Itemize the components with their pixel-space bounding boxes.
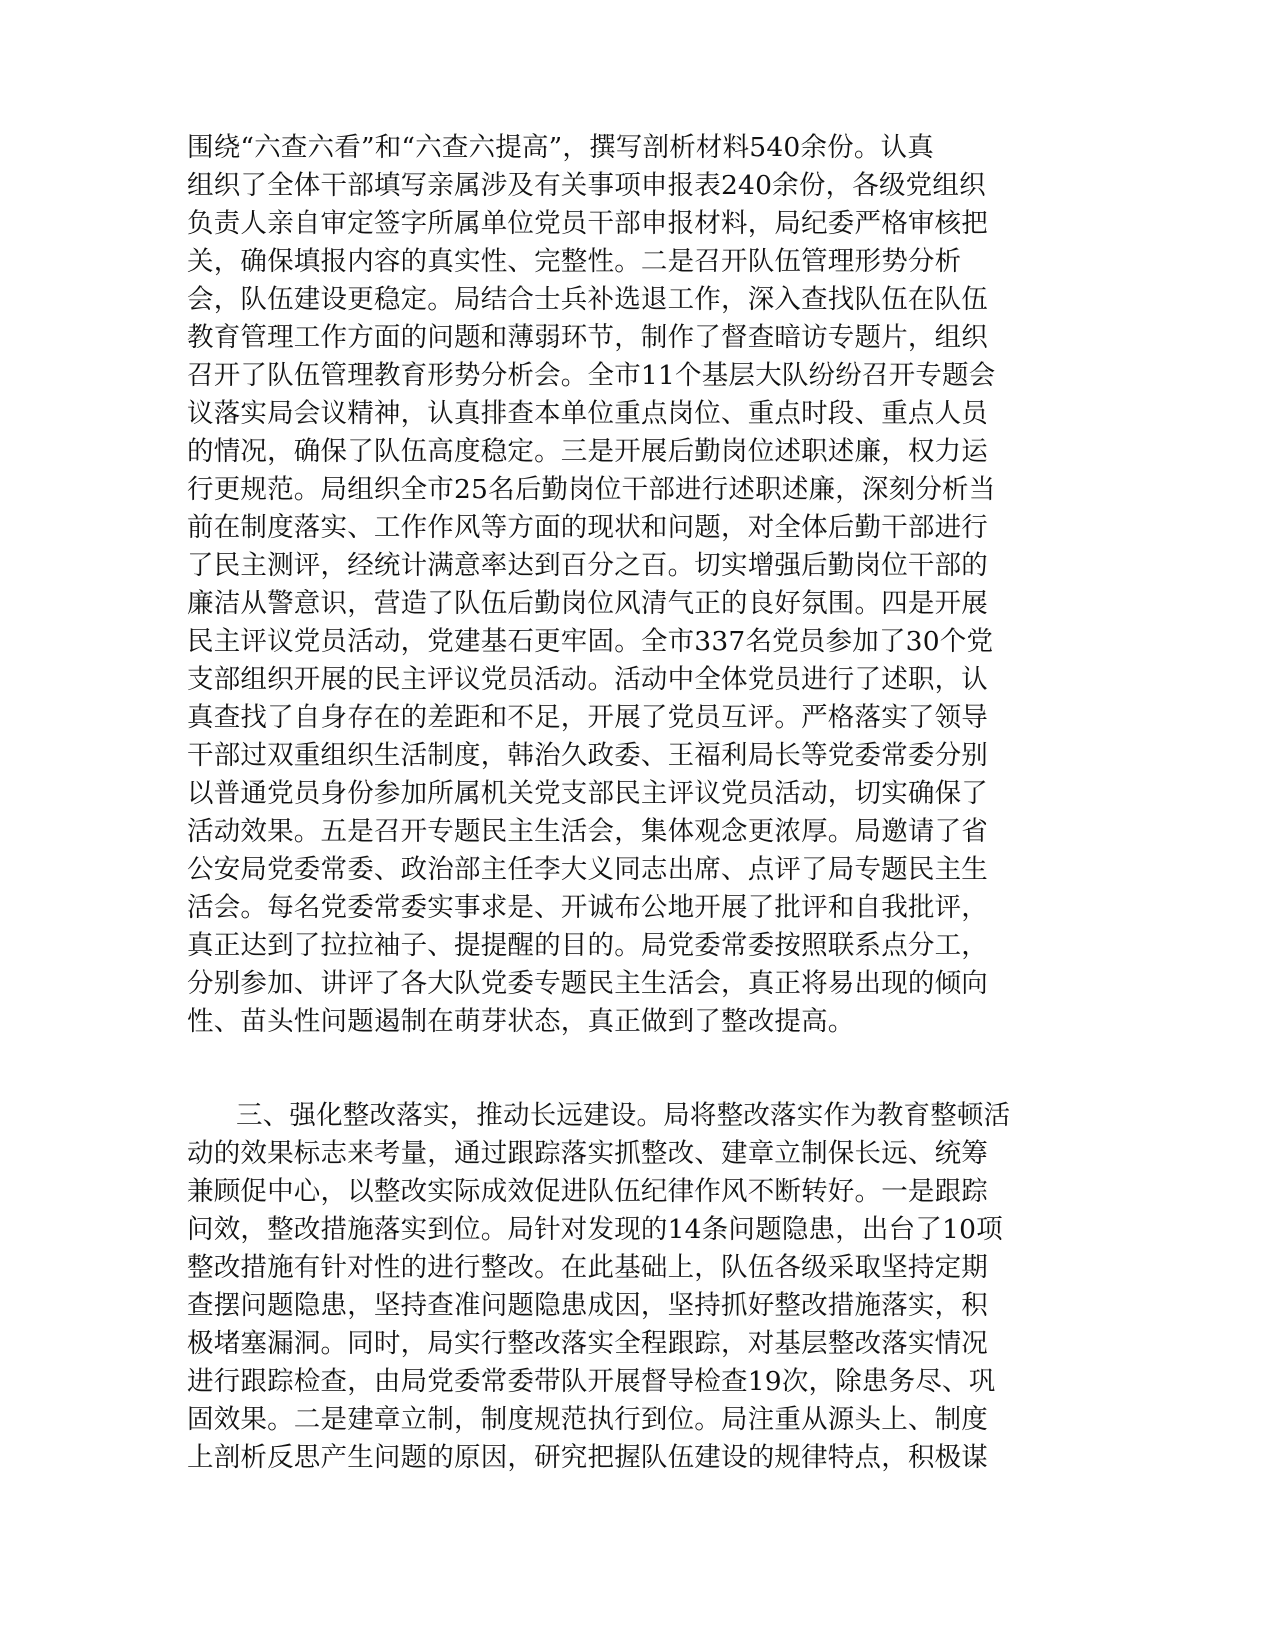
text-line: 教育管理工作方面的问题和薄弱环节，制作了督查暗访专题片，组织 [187, 322, 988, 353]
text-line: 问效，整改措施落实到位。局针对发现的14条问题隐患，出台了10项 [187, 1214, 1003, 1245]
text-line: 支部组织开展的民主评议党员活动。活动中全体党员进行了述职，认 [187, 664, 988, 695]
text-line: 真正达到了拉拉袖子、提提醒的目的。局党委常委按照联系点分工， [187, 930, 988, 961]
text-line: 以普通党员身份参加所属机关党支部民主评议党员活动，切实确保了 [187, 778, 988, 809]
text-line: 整改措施有针对性的进行整改。在此基础上，队伍各级采取坚持定期 [187, 1252, 988, 1283]
text-line: 性、苗头性问题遏制在萌芽状态，真正做到了整改提高。 [187, 1006, 855, 1037]
text-line: 围绕“六查六看”和“六查六提高”，撰写剖析材料540余份。认真 [187, 132, 934, 163]
text-line: 关，确保填报内容的真实性、完整性。二是召开队伍管理形势分析 [187, 246, 962, 277]
text-line: 查摆问题隐患，坚持查准问题隐患成因，坚持抓好整改措施落实，积 [187, 1290, 988, 1321]
text-line: 活动效果。五是召开专题民主生活会，集体观念更浓厚。局邀请了省 [187, 816, 988, 847]
text-line: 行更规范。局组织全市25名后勤岗位干部进行述职述廉，深刻分析当 [187, 474, 996, 505]
text-line: 议落实局会议精神，认真排查本单位重点岗位、重点时段、重点人员 [187, 398, 988, 429]
text-line: 兼顾促中心，以整改实际成效促进队伍纪律作风不断转好。一是跟踪 [187, 1176, 988, 1207]
text-line: 固效果。二是建章立制，制度规范执行到位。局注重从源头上、制度 [187, 1404, 988, 1435]
text-line: 前在制度落实、工作作风等方面的现状和问题，对全体后勤干部进行 [187, 512, 988, 543]
text-line: 极堵塞漏洞。同时，局实行整改落实全程跟踪，对基层整改落实情况 [187, 1328, 988, 1359]
text-line: 组织了全体干部填写亲属涉及有关事项申报表240余份，各级党组织 [187, 170, 986, 201]
text-line: 活会。每名党委常委实事求是、开诚布公地开展了批评和自我批评， [187, 892, 988, 923]
text-line: 召开了队伍管理教育形势分析会。全市11个基层大队纷纷召开专题会 [187, 360, 996, 391]
text-line: 廉洁从警意识，营造了队伍后勤岗位风清气正的良好氛围。四是开展 [187, 588, 988, 619]
text-line: 干部过双重组织生活制度，韩治久政委、王福利局长等党委常委分别 [187, 740, 988, 771]
paragraph-1 [187, 129, 1087, 1041]
text-line: 会，队伍建设更稳定。局结合士兵补选退工作，深入查找队伍在队伍 [187, 284, 988, 315]
text-line: 进行跟踪检查，由局党委常委带队开展督导检查19次，除患务尽、巩 [187, 1366, 996, 1397]
text-line: 三、强化整改落实，推动长远建设。局将整改落实作为教育整顿活 [236, 1100, 1011, 1131]
text-line: 上剖析反思产生问题的原因，研究把握队伍建设的规律特点，积极谋 [187, 1442, 988, 1473]
text-line: 了民主测评，经统计满意率达到百分之百。切实增强后勤岗位干部的 [187, 550, 988, 581]
text-line: 的情况，确保了队伍高度稳定。三是开展后勤岗位述职述廉，权力运 [187, 436, 988, 467]
text-line: 分别参加、讲评了各大队党委专题民主生活会，真正将易出现的倾向 [187, 968, 988, 999]
text-line: 动的效果标志来考量，通过跟踪落实抓整改、建章立制保长远、统筹 [187, 1138, 988, 1169]
text-line: 真查找了自身存在的差距和不足，开展了党员互评。严格落实了领导 [187, 702, 988, 733]
paragraph-2 [187, 1097, 1087, 1477]
text-line: 民主评议党员活动，党建基石更牢固。全市337名党员参加了30个党 [187, 626, 994, 657]
text-line: 公安局党委常委、政治部主任李大义同志出席、点评了局专题民主生 [187, 854, 988, 885]
text-line: 负责人亲自审定签字所属单位党员干部申报材料，局纪委严格审核把 [187, 208, 988, 239]
